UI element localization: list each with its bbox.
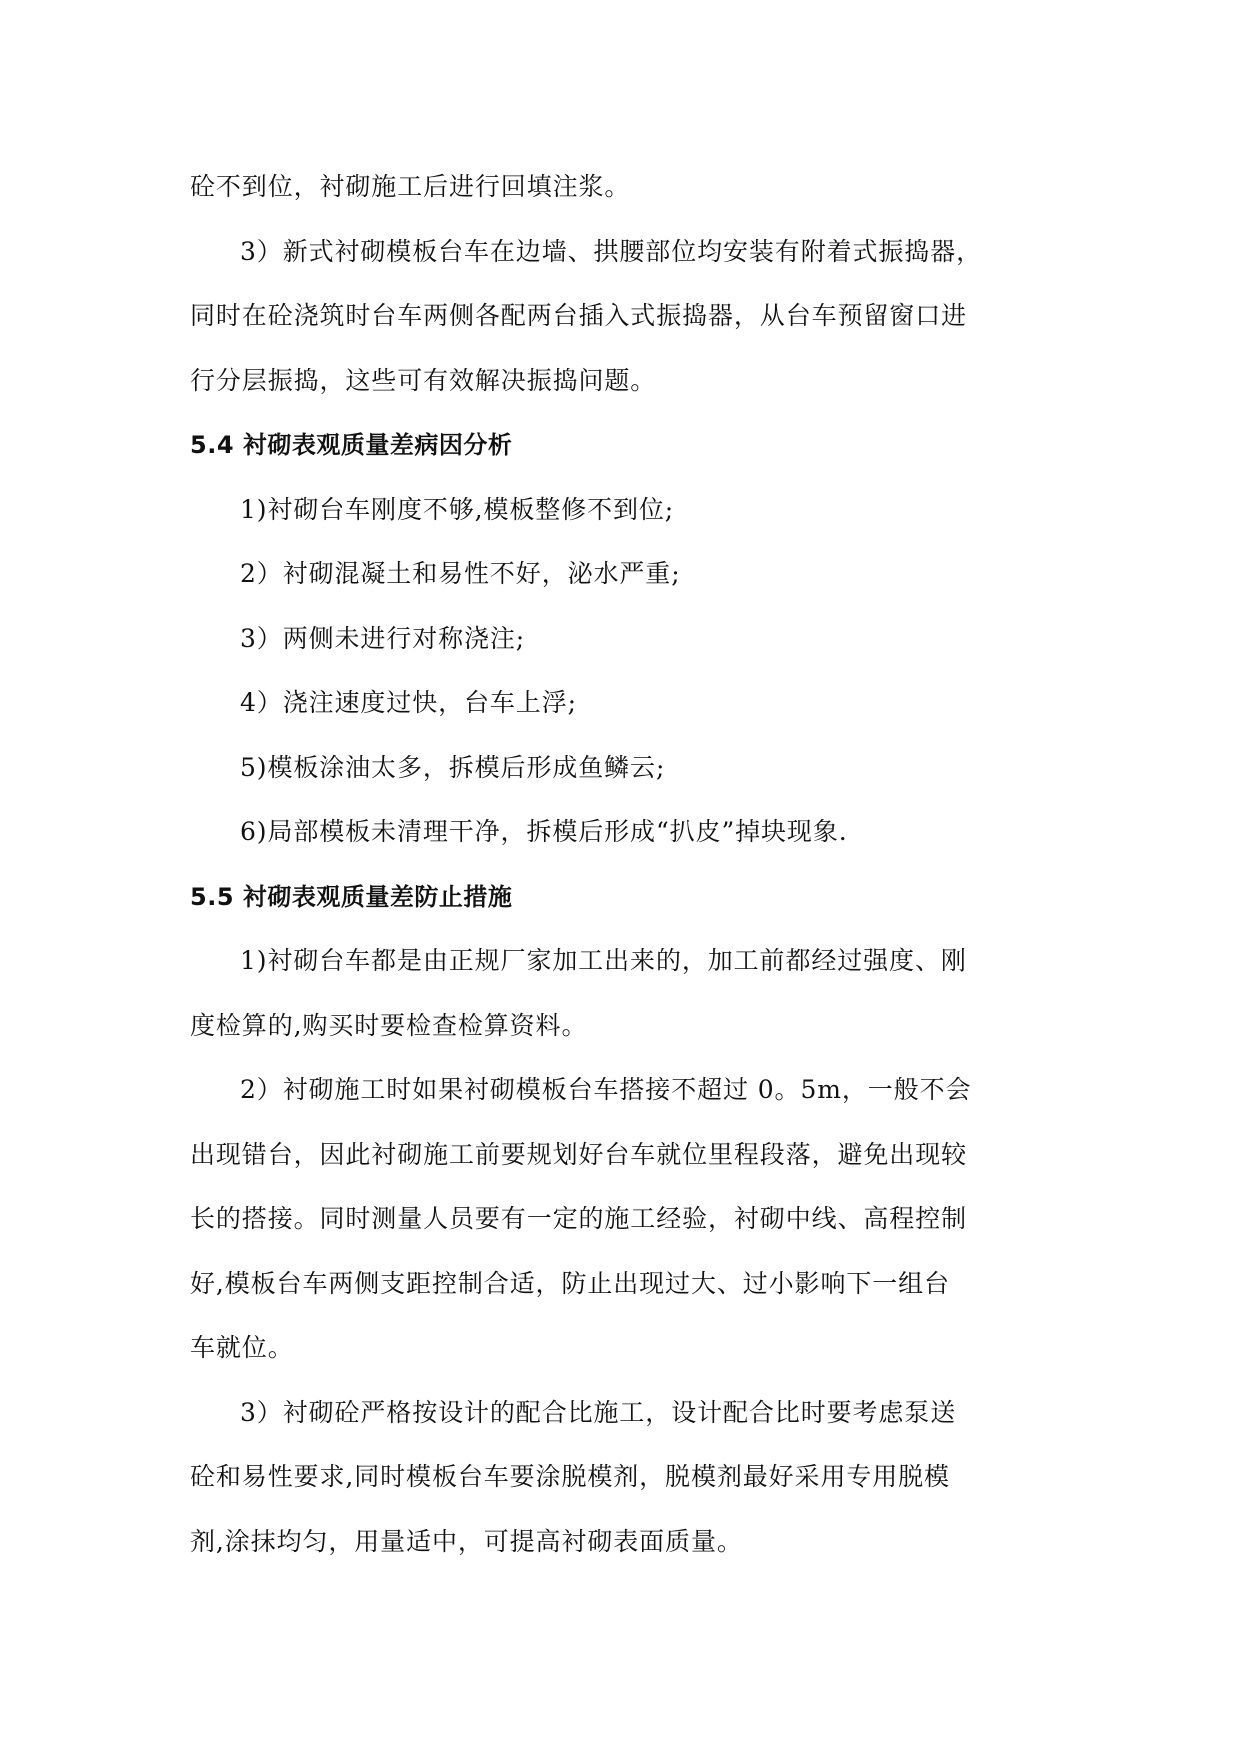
- paragraph-line: 3）衬砌砼严格按设计的配合比施工，设计配合比时要考虑泵送: [240, 1397, 957, 1427]
- list-item: 2）衬砌混凝土和易性不好，泌水严重;: [240, 559, 681, 588]
- list-item: 5)模板涂油太多，拆模后形成鱼鳞云;: [240, 752, 666, 782]
- paragraph-line: 车就位。: [190, 1333, 294, 1362]
- paragraph-line: 砼不到位，衬砌施工后进行回填注浆。: [190, 172, 631, 201]
- list-item: 1)衬砌台车刚度不够,模板整修不到位;: [240, 494, 675, 524]
- paragraph-line: 长的搭接。同时测量人员要有一定的施工经验，衬砌中线、高程控制: [190, 1204, 968, 1233]
- list-item: 3）两侧未进行对称浇注;: [240, 623, 526, 653]
- document-body: [190, 155, 1050, 1574]
- paragraph-line: 同时在砼浇筑时台车两侧各配两台插入式振捣器，从台车预留窗口进: [190, 301, 968, 330]
- paragraph-line: 剂,涂抹均匀，用量适中，可提高衬砌表面质量。: [190, 1526, 743, 1556]
- paragraph-line: 2）衬砌施工时如果衬砌模板台车搭接不超过 0。5m，一般不会: [240, 1075, 972, 1104]
- paragraph-line: 1)衬砌台车都是由正规厂家加工出来的，加工前都经过强度、刚: [240, 946, 967, 975]
- paragraph-line: 好,模板台车两侧支距控制合适，防止出现过大、过小影响下一组台: [190, 1268, 950, 1298]
- list-item: 4）浇注速度过快，台车上浮;: [240, 688, 577, 717]
- list-item: 6)局部模板未清理干净，拆模后形成“扒皮”掉块现象.: [240, 817, 848, 846]
- paragraph-line: 行分层振捣，这些可有效解决振捣问题。: [190, 365, 657, 395]
- paragraph-line: 出现错台，因此衬砌施工前要规划好台车就位里程段落，避免出现较: [190, 1139, 968, 1169]
- section-heading-5-4: 5.4 衬砌表观质量差病因分析: [190, 431, 513, 459]
- paragraph-line: 砼和易性要求,同时模板台车要涂脱模剂，脱模剂最好采用专用脱模: [190, 1462, 950, 1491]
- paragraph-line: 度检算的,购买时要检查检算资料。: [190, 1010, 588, 1040]
- section-heading-5-5: 5.5 衬砌表观质量差防止措施: [190, 882, 513, 911]
- paragraph-line: 3）新式衬砌模板台车在边墙、拱腰部位均安装有附着式振捣器，: [240, 236, 983, 266]
